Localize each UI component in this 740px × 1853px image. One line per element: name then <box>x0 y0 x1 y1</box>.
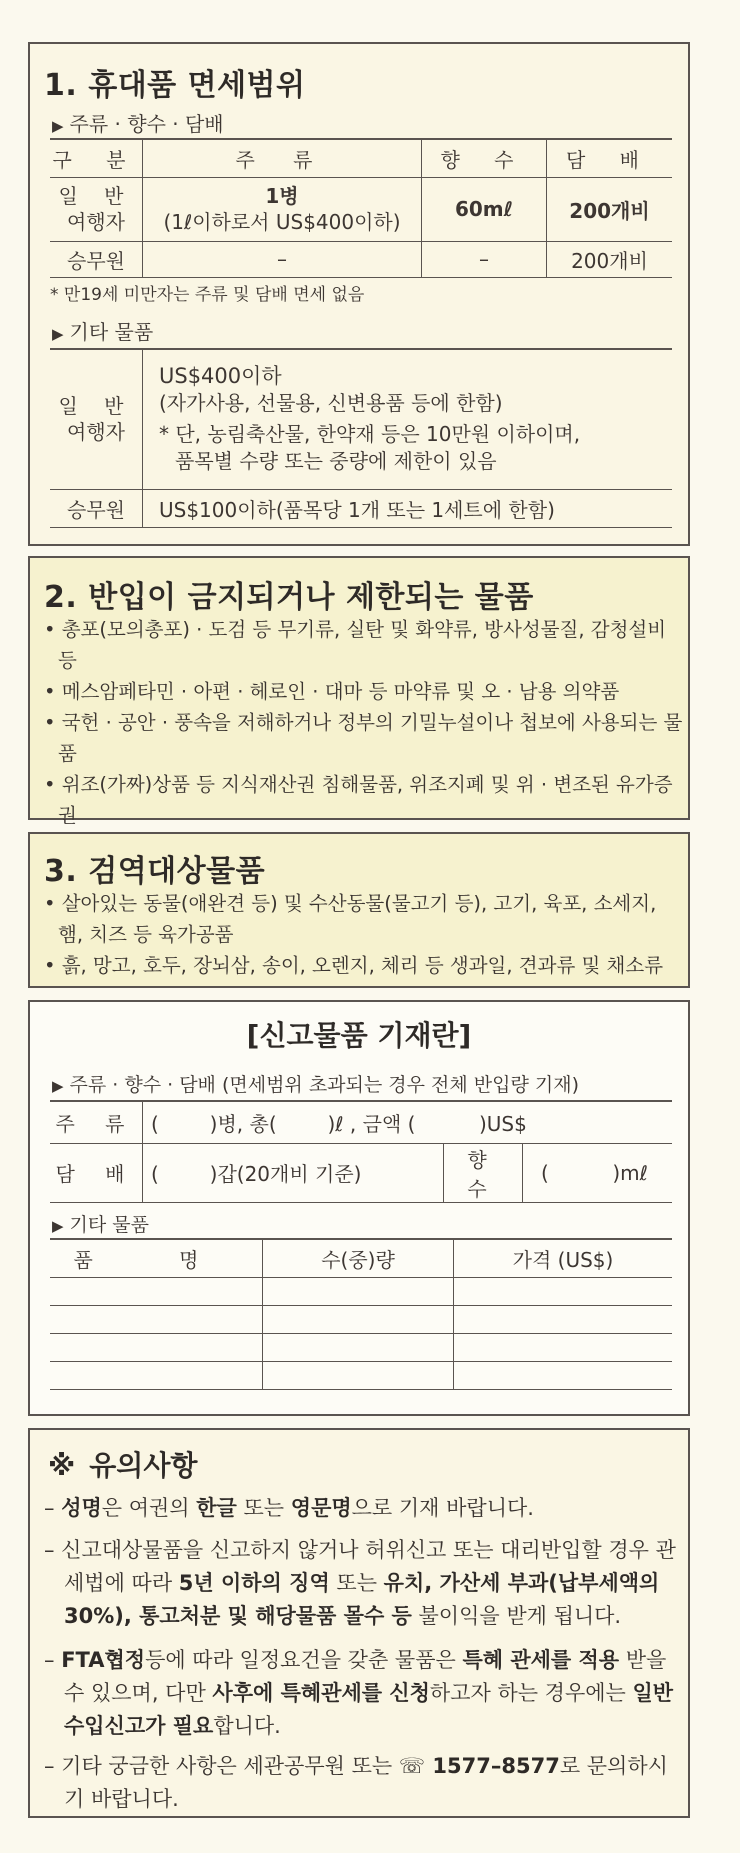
section-3-title: 3. 검역대상물품 <box>44 854 266 889</box>
liquor-entry[interactable]: ( )병, 총( )ℓ , 금액 ( )US$ <box>151 1111 527 1136</box>
triangle-bullet-icon: ▶ <box>52 1217 64 1235</box>
label-tobacco: 담 배 <box>50 1143 143 1202</box>
list-item: • 국헌 · 공안 · 풍속을 저해하거나 정부의 기밀누설이나 첩보에 사용되는 물품 <box>44 711 683 765</box>
list-item: • 위조(가짜)상품 등 지식재산권 침해물품, 위조지폐 및 위 · 변조된 유가증권 <box>44 773 673 827</box>
triangle-bullet-icon: ▶ <box>52 117 64 135</box>
emphasis: 사후에 특혜관세를 신청 <box>212 1681 430 1705</box>
allowance-table <box>50 138 672 278</box>
subheading-other-items <box>52 1210 149 1237</box>
text: 불이익을 받게 됩니다. <box>411 1604 622 1628</box>
entry-cell[interactable] <box>454 1333 673 1361</box>
entry-cell[interactable] <box>454 1305 673 1333</box>
other-exception-2: 품목별 수량 또는 중량에 제한이 있음 <box>175 449 497 474</box>
label-liquor: 주 류 <box>50 1101 143 1143</box>
subheading-text: 기타 물품 <box>69 320 154 344</box>
label-line-2: 여행자 <box>67 210 125 234</box>
subheading-liquor-perfume-tobacco <box>52 1070 579 1097</box>
subheading-text: 주류 · 향수 · 담배 <box>69 112 224 136</box>
declaration-table <box>50 1100 672 1203</box>
section-2-title: 2. 반입이 금지되거나 제한되는 물품 <box>44 580 534 615</box>
emphasis: 성명 <box>61 1496 102 1520</box>
emphasis: FTA협정 <box>61 1648 146 1672</box>
emphasis: 5년 이하의 징역 <box>178 1571 330 1595</box>
triangle-bullet-icon: ▶ <box>52 325 64 343</box>
emphasis: 일반 수입신고가 필요 <box>64 1681 674 1738</box>
list-item: • 메스암페타민 · 아편 · 헤로인 · 대마 등 마약류 및 오 · 남용 의약품 <box>44 680 620 703</box>
other-scope: (자가사용, 선물용, 신변용품 등에 한함) <box>159 391 503 416</box>
entry-cell[interactable] <box>50 1277 263 1305</box>
caution-name-format <box>44 1492 680 1525</box>
cell-liquor-general <box>143 177 422 241</box>
table-row <box>50 1277 672 1305</box>
row-label-crew: 승무원 <box>50 489 143 527</box>
text: 은 여권의 <box>101 1496 197 1520</box>
text: 등에 따라 일정요건을 갖춘 물품은 <box>145 1648 463 1672</box>
label-perfume: 향 수 <box>444 1143 523 1202</box>
row-label-crew: 승무원 <box>50 241 143 277</box>
text: – 기타 궁금한 사항은 세관공무원 또는 <box>44 1754 399 1778</box>
table-row <box>50 1305 672 1333</box>
col-header-liquor: 주 류 <box>143 139 422 177</box>
emphasis: 유치, 가산세 부과(납부세액의 30%), 통고처분 및 해당물품 몰수 등 <box>64 1571 660 1628</box>
section-1-title: 1. 휴대품 면세범위 <box>44 68 306 103</box>
cell-perfume-crew: – <box>422 241 547 277</box>
text: 로 문의하시기 바랍니다. <box>64 1754 668 1811</box>
phone-number[interactable]: ☏ 1577–8577 <box>398 1754 560 1778</box>
section-duty-free-allowance <box>28 42 690 546</box>
reference-mark-icon: ※ <box>48 1449 76 1482</box>
other-items-table <box>50 348 672 528</box>
entry-cell[interactable] <box>263 1305 454 1333</box>
entry-cell[interactable] <box>454 1277 673 1305</box>
subheading-liquor-perfume-tobacco <box>52 108 224 137</box>
quarantine-list <box>44 888 684 981</box>
section-declaration-form <box>28 1000 690 1416</box>
col-header-price: 가격 (US$) <box>512 1247 614 1272</box>
cell-other-crew: US$100이하(품목당 1개 또는 1세트에 한함) <box>159 497 555 522</box>
liquor-qty: 1병 <box>265 184 299 208</box>
cautions-title-text: 유의사항 <box>89 1449 198 1482</box>
triangle-bullet-icon: ▶ <box>52 1077 64 1095</box>
section-cautions <box>28 1428 690 1818</box>
text: 받을 수 있으며, 다만 <box>64 1648 667 1705</box>
form-title: [신고물품 기재란] <box>246 1019 472 1052</box>
entry-cell[interactable] <box>263 1333 454 1361</box>
other-limit: US$400이하 <box>159 364 282 389</box>
entry-cell[interactable] <box>263 1361 454 1389</box>
col-header-perfume: 향 수 <box>422 139 547 177</box>
caution-penalties <box>44 1534 680 1633</box>
tobacco-entry[interactable]: ( )갑(20개비 기준) <box>143 1143 444 1202</box>
perfume-entry[interactable]: ( )mℓ <box>541 1160 648 1185</box>
cell-liquor-crew: – <box>143 241 422 277</box>
text: 또는 <box>329 1571 384 1595</box>
cautions-title <box>48 1444 197 1484</box>
caution-contact <box>44 1750 680 1816</box>
label-line-2: 여행자 <box>67 420 125 445</box>
emphasis: 한글 <box>196 1496 237 1520</box>
section-quarantine-items <box>28 832 690 988</box>
text: – <box>44 1648 62 1672</box>
text: – <box>44 1496 62 1520</box>
cell-tobacco-crew: 200개비 <box>571 248 648 273</box>
entry-cell[interactable] <box>50 1333 263 1361</box>
col-header-tobacco: 담 배 <box>566 147 653 172</box>
list-item: • 흙, 망고, 호두, 장뇌삼, 송이, 오렌지, 체리 등 생과일, 견과류 및 채소류 <box>44 954 664 977</box>
prohibited-list <box>44 614 684 862</box>
cell-other-general <box>143 349 673 489</box>
table-row <box>50 1361 672 1389</box>
subheading-other-items <box>52 316 153 345</box>
text: 또는 <box>236 1496 291 1520</box>
liquor-limit: (1ℓ이하로서 US$400이하) <box>163 210 401 234</box>
entry-cell[interactable] <box>50 1305 263 1333</box>
row-label-general-traveler <box>50 177 143 241</box>
label-line-1: 일 반 <box>58 184 134 208</box>
list-item: • 살아있는 동물(애완견 등) 및 수산동물(물고기 등), 고기, 육포, 소세지, 햄, 치즈 등 육가공품 <box>44 892 657 946</box>
cell-tobacco-general: 200개비 <box>569 198 650 223</box>
row-label-general-traveler <box>50 349 143 489</box>
label-line-1: 일 반 <box>58 394 134 419</box>
age-note: * 만19세 미만자는 주류 및 담배 면세 없음 <box>50 285 365 305</box>
col-header-item-name: 품 명 <box>50 1239 263 1277</box>
table-row <box>50 1333 672 1361</box>
list-item: • 총포(모의총포) · 도검 등 무기류, 실탄 및 화약류, 방사성물질, 감청설비 등 <box>44 618 667 672</box>
entry-cell[interactable] <box>50 1361 263 1389</box>
other-items-entry-table <box>50 1238 672 1390</box>
entry-cell[interactable] <box>263 1277 454 1305</box>
emphasis: 특혜 관세를 적용 <box>462 1648 620 1672</box>
caution-fta <box>44 1644 680 1743</box>
text: 하고자 하는 경우에는 <box>429 1681 633 1705</box>
text: 합니다. <box>213 1714 281 1738</box>
col-header-category: 구 분 <box>50 139 143 177</box>
cell-perfume-general: 60mℓ <box>422 177 547 241</box>
text: – 신고대상물품을 신고하지 않거나 허위신고 또는 대리반입할 경우 관세법에 따라 <box>44 1538 676 1595</box>
section-prohibited-items <box>28 556 690 827</box>
entry-cell[interactable] <box>454 1361 673 1389</box>
other-exception-1: * 단, 농림축산물, 한약재 등은 10만원 이하이며, <box>159 422 581 447</box>
subheading-text: 주류 · 향수 · 담배 (면세범위 초과되는 경우 전체 반입량 기재) <box>69 1074 579 1096</box>
col-header-quantity: 수(중)량 <box>263 1239 454 1277</box>
subheading-text: 기타 물품 <box>69 1214 150 1236</box>
emphasis: 영문명 <box>290 1496 352 1520</box>
text: 으로 기재 바랍니다. <box>351 1496 534 1520</box>
